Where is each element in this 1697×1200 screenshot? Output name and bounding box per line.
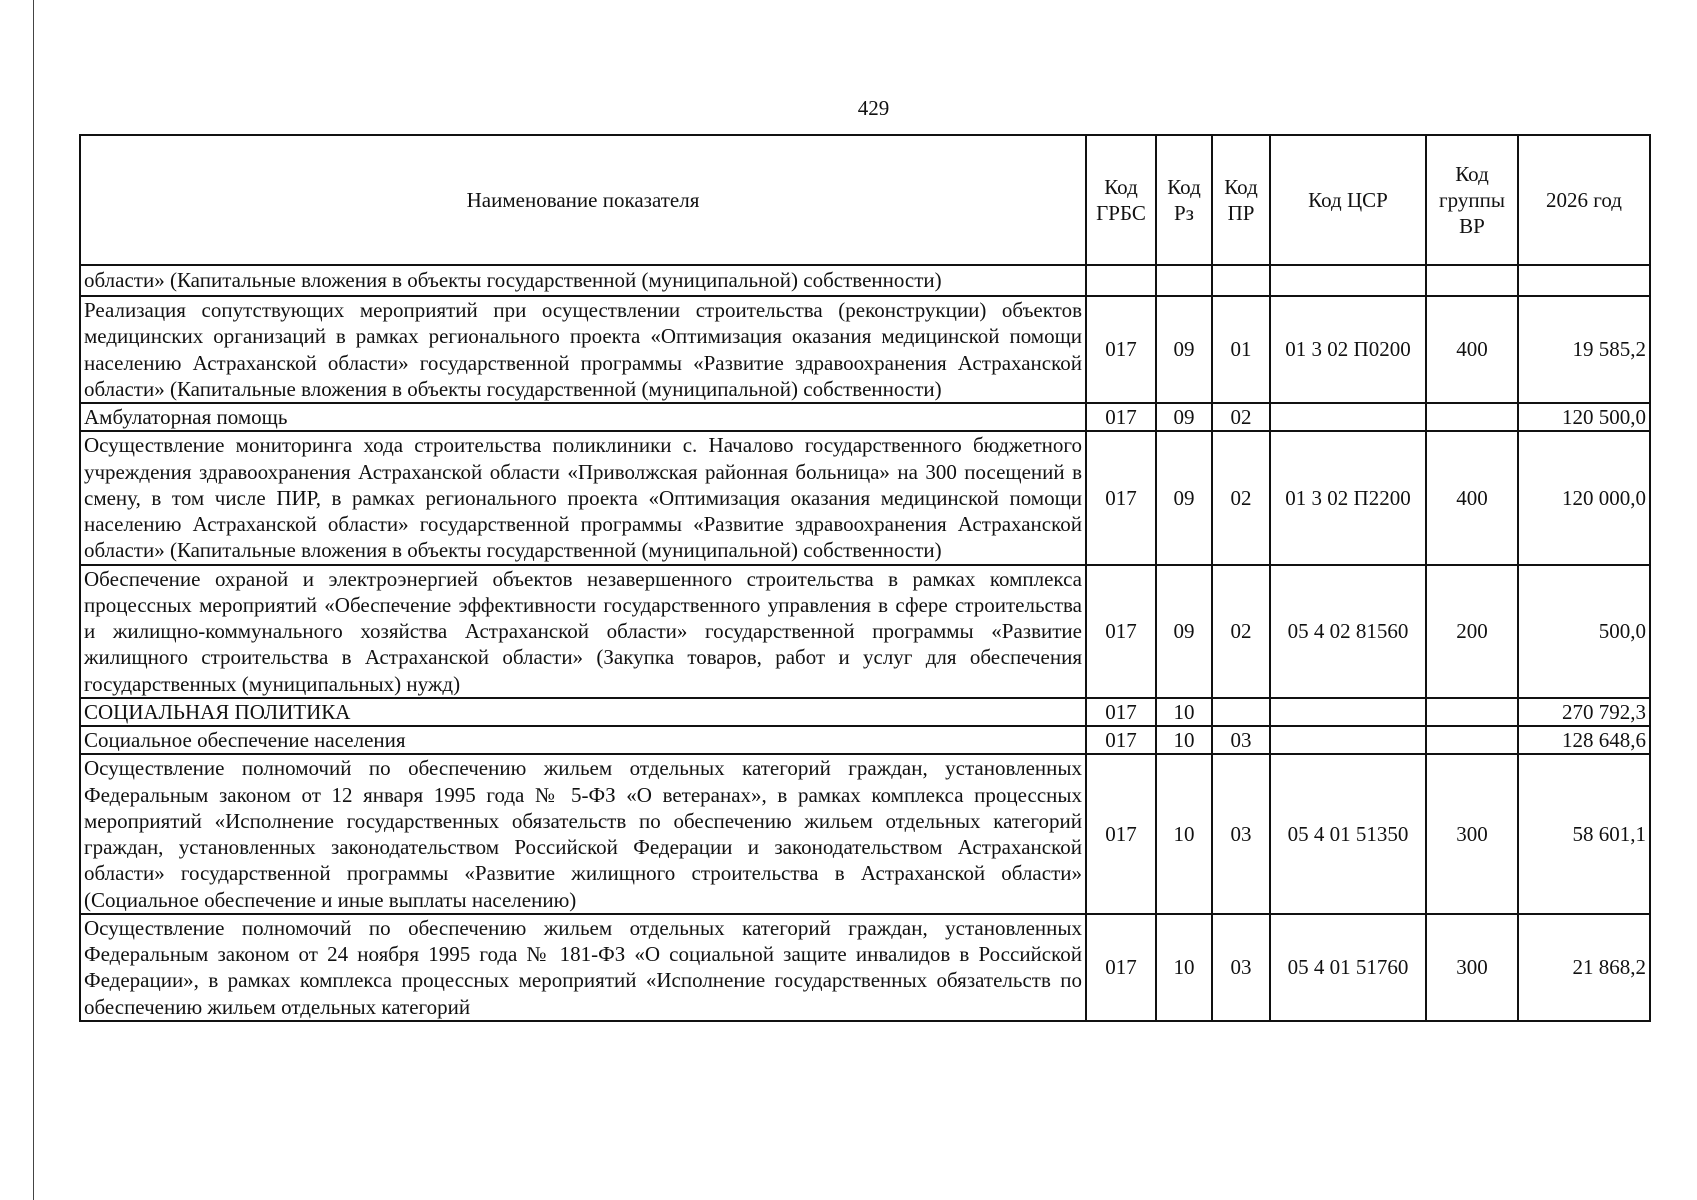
table-row xyxy=(80,265,1650,296)
row-vr: 400 xyxy=(1426,296,1518,403)
row-grbs xyxy=(1086,265,1156,296)
row-rz: 10 xyxy=(1156,698,1212,726)
row-amount: 270 792,3 xyxy=(1518,698,1650,726)
header-grbs: Код ГРБС xyxy=(1086,135,1156,265)
row-csr: 05 4 01 51760 xyxy=(1270,914,1426,1021)
row-pr xyxy=(1212,698,1270,726)
page-margin-line xyxy=(33,0,34,1200)
row-vr: 300 xyxy=(1426,914,1518,1021)
row-rz: 10 xyxy=(1156,914,1212,1021)
row-rz xyxy=(1156,265,1212,296)
row-vr xyxy=(1426,403,1518,431)
row-amount: 19 585,2 xyxy=(1518,296,1650,403)
row-grbs: 017 xyxy=(1086,565,1156,698)
row-rz: 09 xyxy=(1156,431,1212,564)
header-pr: Код ПР xyxy=(1212,135,1270,265)
table-row xyxy=(80,726,1650,754)
table-row xyxy=(80,914,1650,1021)
row-pr: 03 xyxy=(1212,914,1270,1021)
row-csr xyxy=(1270,726,1426,754)
row-amount: 21 868,2 xyxy=(1518,914,1650,1021)
row-grbs: 017 xyxy=(1086,914,1156,1021)
row-grbs: 017 xyxy=(1086,698,1156,726)
row-rz: 10 xyxy=(1156,726,1212,754)
row-rz: 09 xyxy=(1156,296,1212,403)
header-year: 2026 год xyxy=(1518,135,1650,265)
table-row xyxy=(80,698,1650,726)
row-name: Обеспечение охраной и электроэнергией объектов незавершенного строительства в рамках комплекса процессных мероприятий «Обеспечение эффективности государственного управления в сфере строительства и жилищно-коммунального хозяйства Астраханской области» государственной программы «Развитие жилищного строительства в Астраханской области» (Закупка товаров, работ и услуг для обеспечения государственных (муниципальных) нужд) xyxy=(80,565,1086,698)
header-rz: Код Рз xyxy=(1156,135,1212,265)
table-row xyxy=(80,296,1650,403)
table-row xyxy=(80,565,1650,698)
budget-table xyxy=(79,134,1651,1022)
header-vr: Код группы ВР xyxy=(1426,135,1518,265)
row-amount: 120 000,0 xyxy=(1518,431,1650,564)
table-row xyxy=(80,754,1650,914)
row-csr: 01 3 02 П0200 xyxy=(1270,296,1426,403)
header-csr: Код ЦСР xyxy=(1270,135,1426,265)
row-pr: 03 xyxy=(1212,726,1270,754)
row-grbs: 017 xyxy=(1086,431,1156,564)
row-vr xyxy=(1426,265,1518,296)
row-pr: 02 xyxy=(1212,431,1270,564)
row-pr: 02 xyxy=(1212,565,1270,698)
table-header-row xyxy=(80,135,1650,265)
row-grbs: 017 xyxy=(1086,296,1156,403)
row-csr: 01 3 02 П2200 xyxy=(1270,431,1426,564)
row-grbs: 017 xyxy=(1086,726,1156,754)
row-vr: 200 xyxy=(1426,565,1518,698)
row-rz: 09 xyxy=(1156,565,1212,698)
row-amount: 58 601,1 xyxy=(1518,754,1650,914)
row-csr: 05 4 01 51350 xyxy=(1270,754,1426,914)
row-vr: 300 xyxy=(1426,754,1518,914)
table-row xyxy=(80,431,1650,564)
row-name: Осуществление мониторинга хода строительства поликлиники с. Началово государственного бюджетного учреждения здравоохранения Астраханской области «Приволжская районная больница» на 300 посещений в смену, в том числе ПИР, в рамках регионального проекта «Оптимизация оказания медицинской помощи населению Астраханской области» государственной программы «Развитие здравоохранения Астраханской области» (Капитальные вложения в объекты государственной (муниципальной) собственности) xyxy=(80,431,1086,564)
page-number: 429 xyxy=(857,96,890,120)
row-rz: 10 xyxy=(1156,754,1212,914)
row-name: Реализация сопутствующих мероприятий при осуществлении строительства (реконструкции) объектов медицинских организаций в рамках регионального проекта «Оптимизация оказания медицинской помощи населению Астраханской области» государственной программы «Развитие здравоохранения Астраханской области» (Капитальные вложения в объекты государственной (муниципальной) собственности) xyxy=(80,296,1086,403)
row-name: Осуществление полномочий по обеспечению жильем отдельных категорий граждан, установленных Федеральным законом от 12 января 1995 года № 5-ФЗ «О ветеранах», в рамках комплекса процессных мероприятий «Исполнение государственных обязательств по обеспечению жильем отдельных категорий граждан, установленных законодательством Российской Федерации и законодательством Астраханской области» государственной программы «Развитие жилищного строительства в Астраханской области» (Социальное обеспечение и иные выплаты населению) xyxy=(80,754,1086,914)
row-vr xyxy=(1426,698,1518,726)
row-name: Осуществление полномочий по обеспечению жильем отдельных категорий граждан, установленных Федеральным законом от 24 ноября 1995 года № 181-ФЗ «О социальной защите инвалидов в Российской Федерации», в рамках комплекса процессных мероприятий «Исполнение государственных обязательств по обеспечению жильем отдельных категорий xyxy=(80,914,1086,1021)
row-csr: 05 4 02 81560 xyxy=(1270,565,1426,698)
row-amount: 120 500,0 xyxy=(1518,403,1650,431)
row-name: Амбулаторная помощь xyxy=(80,403,1086,431)
row-csr xyxy=(1270,698,1426,726)
row-amount: 128 648,6 xyxy=(1518,726,1650,754)
row-amount xyxy=(1518,265,1650,296)
row-name: области» (Капитальные вложения в объекты государственной (муниципальной) собственности) xyxy=(80,265,1086,296)
row-rz: 09 xyxy=(1156,403,1212,431)
table-row xyxy=(80,403,1650,431)
row-amount: 500,0 xyxy=(1518,565,1650,698)
row-pr: 03 xyxy=(1212,754,1270,914)
row-vr: 400 xyxy=(1426,431,1518,564)
row-vr xyxy=(1426,726,1518,754)
row-pr: 02 xyxy=(1212,403,1270,431)
header-name: Наименование показателя xyxy=(80,135,1086,265)
row-grbs: 017 xyxy=(1086,754,1156,914)
row-grbs: 017 xyxy=(1086,403,1156,431)
row-name: СОЦИАЛЬНАЯ ПОЛИТИКА xyxy=(80,698,1086,726)
row-csr xyxy=(1270,265,1426,296)
row-name: Социальное обеспечение населения xyxy=(80,726,1086,754)
row-pr: 01 xyxy=(1212,296,1270,403)
row-csr xyxy=(1270,403,1426,431)
row-pr xyxy=(1212,265,1270,296)
